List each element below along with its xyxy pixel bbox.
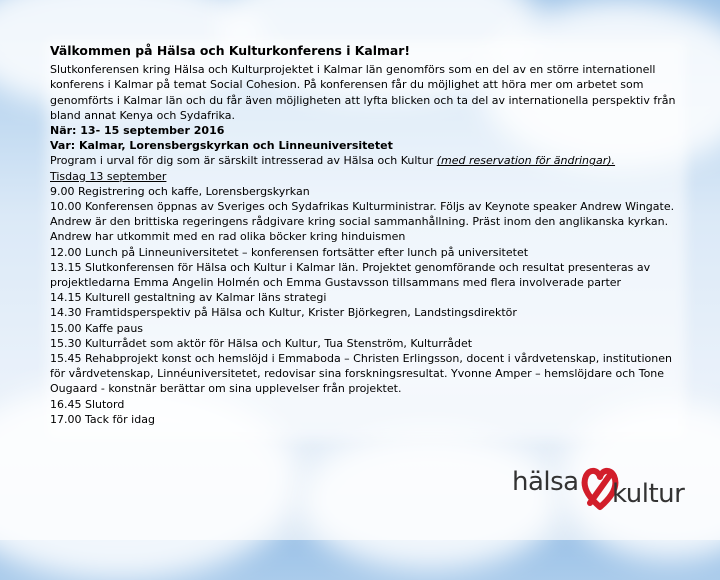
event-location: Var: Kalmar, Lorensbergskyrkan och Linneuniversitetet [50,139,393,153]
schedule-item: 14.15 Kulturell gestaltning av Kalmar läns strategi [50,291,327,305]
intro-paragraph: Slutkonferensen kring Hälsa och Kulturprojektet i Kalmar län genomförs som en del av en större internationell konferens i Kalmar på temat Social Cohesion. På konferensen får du möjlighet att höra mer om arbetet som genomförts i Kalmar län och du får även möjligheten att lyfta blicken och ta del av internationella perspektiv från bland annat Kenya och Sydafrika. [50,63,676,122]
schedule-item: 13.15 Slutkonferensen för Hälsa och Kultur i Kalmar län. Projektet genomförande och resultat presenteras av projektledarna Emma Angelin Holmén och Emma Gustavsson tillsammans med flera involverade parter [50,260,651,290]
schedule-item: 12.00 Lunch på Linneuniversitetet – konferensen fortsätter efter lunch på universitetet [50,245,529,259]
program-note: (med reservation för ändringar). [436,154,616,168]
logo-word-halsa: hälsa [512,467,579,497]
schedule-item: 16.45 Slutord [50,397,125,411]
schedule-item: 15.00 Kaffe paus [50,321,144,335]
logo-word-kultur: kultur [612,479,685,509]
schedule-item: 17.00 Tack för idag [50,412,155,426]
day-heading: Tisdag 13 september [50,169,167,183]
event-date: När: 13- 15 september 2016 [50,124,225,138]
program-intro-line [50,153,680,168]
schedule-item: 15.30 Kulturrådet som aktör för Hälsa och Kultur, Tua Stenström, Kulturrådet [50,336,473,350]
schedule-item: 15.45 Rehabprojekt konst och hemslöjd i Emmaboda – Christen Erlingsson, docent i vårdvetenskap, institutionen för vårdvetenskap, Linnéuniversitetet, redovisar sina forskningsresultat. Yvonne Amper – hemslöjdare och Tone Ougaard - konstnär berättar om sina upplevelser från projektet. [50,352,672,396]
page-title: Välkommen på Hälsa och Kulturkonferens i Kalmar! [50,43,411,58]
schedule-item: 10.00 Konferensen öppnas av Sveriges och Sydafrikas Kulturministrar. Följs av Keynote speaker Andrew Wingate. Andrew är den brittiska regeringens rådgivare kring social sammanhållning. Präst inom den anglikanska kyrkan. Andrew har utkommit med en rad olika böcker kring hinduismen [50,200,675,244]
schedule-item: 14.30 Framtidsperspektiv på Hälsa och Kultur, Krister Björkegren, Landstingsdirektör [50,306,517,320]
program-intro: Program i urval för dig som är särskilt intresserad av Hälsa och Kultur [50,154,434,168]
document-body [50,43,680,427]
halsa-kultur-logo [512,465,702,515]
schedule-item: 9.00 Registrering och kaffe, Lorensbergskyrkan [50,184,310,198]
